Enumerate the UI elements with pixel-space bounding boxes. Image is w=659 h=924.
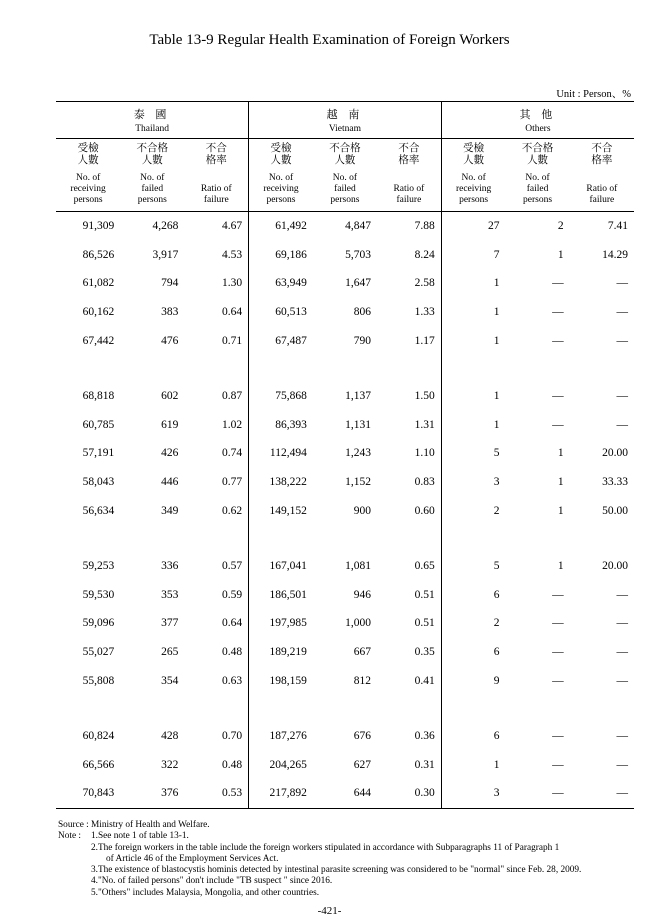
table-cell: 6 [493, 730, 500, 743]
table-row [56, 212, 634, 241]
table-cell: 0.30 [377, 779, 441, 808]
table-cell: 138,222 [269, 476, 307, 489]
table-row [56, 298, 634, 327]
table-cell: 619 [161, 418, 179, 431]
table-cell: 265 [161, 646, 179, 659]
source-line [58, 820, 658, 831]
table-cell: 61,082 [82, 277, 115, 290]
table-cell: 428 [161, 730, 179, 743]
table-cell: 55,808 [82, 674, 115, 687]
table-cell: — [552, 646, 564, 659]
table-cell [313, 525, 377, 552]
table-cell: 1,000 [345, 617, 372, 630]
table-cell: 204,265 [269, 758, 307, 771]
data-table-wrapper [56, 101, 634, 809]
table-cell: 1.30 [184, 269, 248, 298]
table-cell [505, 695, 569, 722]
table-row [56, 751, 634, 780]
note-item: 1.See note 1 of table 13-1. [91, 831, 189, 842]
table-cell: 0.60 [377, 496, 441, 525]
table-cell [441, 525, 505, 552]
table-cell: 0.48 [184, 751, 248, 780]
table-cell: 602 [161, 390, 179, 403]
column-header: 受檢 人數 No. of receiving persons [249, 139, 313, 212]
table-cell [377, 695, 441, 722]
table-cell: 8.24 [377, 241, 441, 270]
source-text: Ministry of Health and Welfare. [91, 820, 210, 830]
table-row [56, 411, 634, 440]
table-cell: 61,492 [275, 220, 307, 233]
table-cell: — [616, 617, 628, 630]
table-cell: 0.64 [184, 609, 248, 638]
table-cell: 1 [493, 758, 500, 771]
table-cell: 7.41 [607, 220, 628, 233]
column-header: 不合格 人數 No. of failed persons [313, 139, 377, 212]
table-cell [441, 355, 505, 382]
table-cell [56, 525, 120, 552]
table-cell: — [552, 674, 564, 687]
table-cell [184, 355, 248, 382]
table-cell [184, 525, 248, 552]
table-cell: 1 [557, 504, 564, 517]
group-header-vietnam: 越 南 Vietnam [249, 102, 442, 139]
table-cell: 57,191 [82, 447, 115, 460]
table-row [56, 666, 634, 695]
table-cell: 59,096 [82, 617, 115, 630]
table-cell: 112,494 [269, 447, 307, 460]
table-cell: 69,186 [275, 248, 307, 261]
table-cell: 186,501 [269, 588, 307, 601]
table-cell: 2 [557, 220, 564, 233]
table-row [56, 496, 634, 525]
table-cell [56, 355, 120, 382]
table-cell: 59,253 [82, 560, 115, 573]
table-cell: 63,949 [275, 277, 307, 290]
note-label: Note : [58, 831, 81, 842]
table-cell: 91,309 [82, 220, 115, 233]
table-row [56, 241, 634, 270]
table-cell [120, 695, 184, 722]
table-cell [249, 355, 313, 382]
table-cell: 2 [493, 617, 500, 630]
table-body [56, 212, 634, 809]
unit-label: Unit : Person、% [556, 89, 631, 100]
table-row [56, 638, 634, 667]
note-item: 3.The existence of blastocystis hominis detected by intestinal parasite screening was considered to be "normal" since Feb. 28, 2009. [91, 865, 582, 876]
table-cell: — [505, 779, 569, 808]
table-cell: 1.31 [377, 411, 441, 440]
table-cell: 1,152 [345, 476, 372, 489]
table-cell: 66,566 [82, 758, 115, 771]
group-header-others: 其 他 Others [441, 102, 634, 139]
table-cell: 383 [161, 306, 179, 319]
table-cell [505, 525, 569, 552]
spacer-row [56, 525, 634, 552]
table-cell: — [552, 758, 564, 771]
table-cell: 1,131 [345, 418, 372, 431]
table-cell [120, 525, 184, 552]
table-cell: — [616, 588, 628, 601]
table-cell: 794 [161, 277, 179, 290]
table-cell: 20.00 [602, 447, 628, 460]
table-cell [570, 525, 634, 552]
table-cell: 3 [493, 476, 500, 489]
table-cell: 55,027 [82, 646, 115, 659]
table-cell: 1,243 [345, 447, 372, 460]
table-cell: 1.17 [377, 326, 441, 355]
table-cell: 56,634 [82, 504, 115, 517]
table-cell: 900 [353, 504, 372, 517]
table-cell: 197,985 [269, 617, 307, 630]
table-cell: 4.67 [184, 212, 248, 241]
table-cell: — [616, 306, 628, 319]
table-cell: 20.00 [602, 560, 628, 573]
page-title: Table 13-9 Regular Health Examination of Foreign Workers [149, 32, 510, 48]
table-cell: 0.77 [184, 468, 248, 497]
notes-section [58, 820, 658, 899]
table-cell: 1,081 [345, 560, 372, 573]
table-cell: 0.48 [184, 638, 248, 667]
table-cell: 0.57 [184, 552, 248, 581]
table-cell [56, 695, 120, 722]
table-cell: 1 [493, 277, 500, 290]
table-cell: 349 [161, 504, 179, 517]
table-cell: 4.53 [184, 241, 248, 270]
table-cell: 1,137 [345, 390, 372, 403]
table-cell: 353 [161, 588, 179, 601]
table-cell: 1 [493, 334, 500, 347]
table-cell: 1 [493, 306, 500, 319]
table-cell: 0.74 [184, 439, 248, 468]
table-cell: 6 [493, 646, 500, 659]
note-item: 4."No. of failed persons" don't include "TB suspect " since 2016. [91, 876, 333, 887]
table-cell: — [616, 418, 628, 431]
page-number: -421- [317, 905, 342, 917]
table-cell: 2 [493, 504, 500, 517]
table-cell: 1 [493, 390, 500, 403]
table-cell: 0.70 [184, 722, 248, 751]
table-cell [249, 695, 313, 722]
column-header: 不合格 人數 No. of failed persons [120, 139, 184, 212]
group-header-row [56, 102, 634, 139]
table-cell: — [616, 277, 628, 290]
table-row [56, 722, 634, 751]
table-cell: 790 [353, 334, 372, 347]
note-item: 5."Others" includes Malaysia, Mongolia, and other countries. [91, 887, 320, 898]
table-cell: 59,530 [82, 588, 115, 601]
table-cell [377, 355, 441, 382]
table-cell: 1 [493, 418, 500, 431]
spacer-row [56, 355, 634, 382]
table-cell: 167,041 [269, 560, 307, 573]
table-cell: 0.64 [184, 298, 248, 327]
table-cell [120, 355, 184, 382]
table-cell: 149,152 [269, 504, 307, 517]
health-exam-table [56, 101, 634, 809]
table-cell: 354 [161, 674, 179, 687]
column-header: 不合 格率 Ratio of failure [184, 139, 248, 212]
column-header: 不合格 人數 No. of failed persons [505, 139, 569, 212]
table-cell: 67,442 [82, 334, 115, 347]
table-cell: 68,818 [82, 390, 115, 403]
table-cell: — [616, 730, 628, 743]
table-row [56, 439, 634, 468]
table-cell: 86,393 [275, 418, 307, 431]
table-cell: — [616, 646, 628, 659]
table-cell: — [552, 390, 564, 403]
table-cell: 426 [161, 447, 179, 460]
table-cell: 3 [441, 779, 505, 808]
table-cell: 5 [493, 447, 500, 460]
table-cell: 4,268 [152, 220, 179, 233]
table-cell: 50.00 [602, 504, 628, 517]
table-cell: 0.63 [184, 666, 248, 695]
table-cell: 1.50 [377, 382, 441, 411]
table-cell: 336 [161, 560, 179, 573]
table-cell: 86,526 [82, 248, 115, 261]
table-cell: 0.31 [377, 751, 441, 780]
table-cell: 27 [487, 220, 500, 233]
group-header-thailand: 泰 國 Thailand [56, 102, 249, 139]
table-cell: 5,703 [345, 248, 372, 261]
table-cell: 60,785 [82, 418, 115, 431]
table-row [56, 382, 634, 411]
table-cell [505, 355, 569, 382]
table-row [56, 326, 634, 355]
source-label: Source : [58, 820, 89, 830]
table-cell: — [616, 674, 628, 687]
table-cell: 1.33 [377, 298, 441, 327]
table-cell [184, 695, 248, 722]
table-cell: 0.59 [184, 581, 248, 610]
table-cell: 33.33 [602, 476, 628, 489]
table-cell: 0.65 [377, 552, 441, 581]
table-cell [249, 525, 313, 552]
table-row [56, 269, 634, 298]
table-cell: 1 [557, 476, 564, 489]
table-cell: 2.58 [377, 269, 441, 298]
column-header: 受檢 人數 No. of receiving persons [441, 139, 505, 212]
table-cell: 676 [353, 730, 372, 743]
table-cell [313, 355, 377, 382]
table-cell: 644 [313, 779, 377, 808]
table-cell: 7.88 [377, 212, 441, 241]
table-cell: 446 [161, 476, 179, 489]
table-cell: 3,917 [152, 248, 179, 261]
table-cell: 217,892 [249, 779, 313, 808]
table-cell: 6 [493, 588, 500, 601]
table-cell: — [552, 730, 564, 743]
table-cell: — [552, 588, 564, 601]
column-header-row [56, 139, 634, 212]
table-row [56, 581, 634, 610]
note-item: 2.The foreign workers in the table include the foreign workers stipulated in accordance with Subparagraphs 11 of Paragraph 1 [91, 842, 560, 853]
table-cell: 0.51 [377, 581, 441, 610]
table-cell: 58,043 [82, 476, 115, 489]
table-cell: 9 [493, 674, 500, 687]
table-cell: 806 [353, 306, 372, 319]
table-cell: — [616, 334, 628, 347]
table-cell: 0.53 [184, 779, 248, 808]
table-cell: — [552, 617, 564, 630]
table-cell: — [552, 418, 564, 431]
table-cell: 4,847 [345, 220, 372, 233]
table-cell [313, 695, 377, 722]
table-cell: 0.41 [377, 666, 441, 695]
table-cell: 60,824 [82, 730, 115, 743]
table-cell: 70,843 [56, 779, 120, 808]
table-cell: 377 [161, 617, 179, 630]
table-cell: 189,219 [269, 646, 307, 659]
note-line [58, 831, 658, 842]
table-cell: 812 [353, 674, 372, 687]
table-cell: 14.29 [602, 248, 628, 261]
table-cell [570, 355, 634, 382]
table-cell [570, 695, 634, 722]
table-cell: 60,162 [82, 306, 115, 319]
table-cell: 476 [161, 334, 179, 347]
table-cell: 322 [161, 758, 179, 771]
table-cell: 0.87 [184, 382, 248, 411]
table-cell: — [552, 306, 564, 319]
table-cell: 75,868 [275, 390, 307, 403]
table-cell: 5 [493, 560, 500, 573]
table-cell: 0.51 [377, 609, 441, 638]
table-cell: — [616, 390, 628, 403]
table-cell: 1,647 [345, 277, 372, 290]
column-header: 受檢 人數 No. of receiving persons [56, 139, 120, 212]
note-item: of Article 46 of the Employment Services Act. [106, 853, 279, 864]
table-cell: 0.35 [377, 638, 441, 667]
table-cell: 7 [493, 248, 500, 261]
table-cell: 376 [120, 779, 184, 808]
table-cell: 946 [353, 588, 372, 601]
table-cell: 1 [557, 248, 564, 261]
table-cell: 60,513 [275, 306, 307, 319]
table-cell: — [552, 277, 564, 290]
table-cell: 667 [353, 646, 372, 659]
table-row [56, 609, 634, 638]
spacer-row [56, 695, 634, 722]
table-cell: 1 [557, 560, 564, 573]
table-row [56, 468, 634, 497]
table-cell: 0.83 [377, 468, 441, 497]
table-cell: 198,159 [269, 674, 307, 687]
column-header: 不合 格率 Ratio of failure [570, 139, 634, 212]
table-cell: — [616, 758, 628, 771]
table-cell: 1.10 [377, 439, 441, 468]
column-header: 不合 格率 Ratio of failure [377, 139, 441, 212]
table-cell: 0.36 [377, 722, 441, 751]
table-cell: — [570, 779, 634, 808]
table-cell [441, 695, 505, 722]
table-cell: 187,276 [269, 730, 307, 743]
table-cell [377, 525, 441, 552]
table-cell: 1 [557, 447, 564, 460]
table-row [56, 552, 634, 581]
table-cell: 627 [353, 758, 372, 771]
table-cell: 67,487 [275, 334, 307, 347]
table-cell: — [552, 334, 564, 347]
table-cell: 1.02 [184, 411, 248, 440]
table-row [56, 779, 634, 808]
table-cell: 0.71 [184, 326, 248, 355]
table-cell: 0.62 [184, 496, 248, 525]
